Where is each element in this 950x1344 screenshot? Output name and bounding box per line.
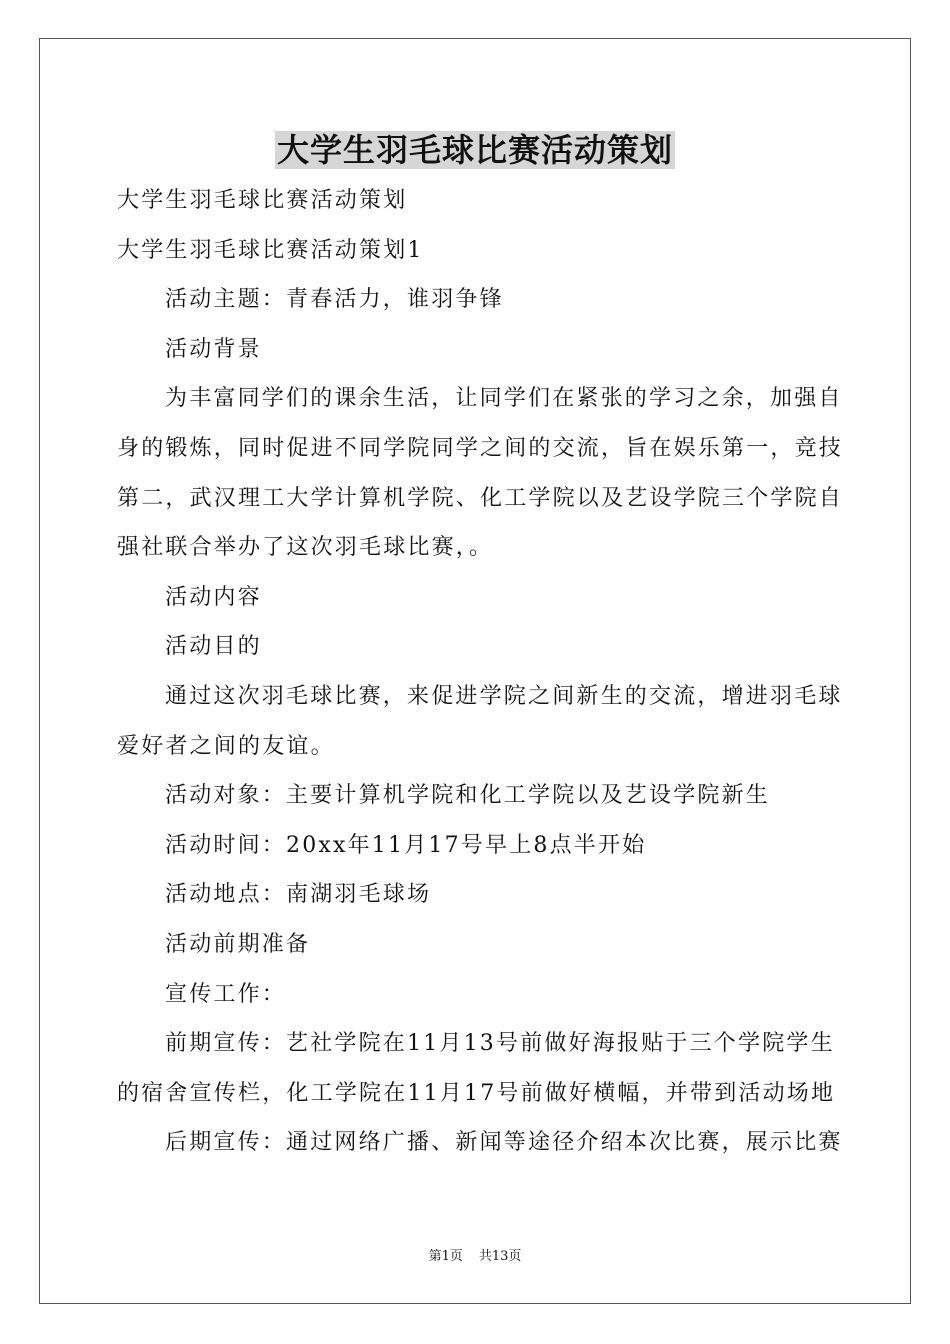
body-line: 活动背景: [165, 336, 262, 362]
body-line: 为丰富同学们的课余生活，让同学们在紧张的学习之余，加强自: [165, 386, 843, 412]
body-line: 后期宣传：通过网络广播、新闻等途径介绍本次比赛，展示比赛: [165, 1130, 843, 1156]
body-line: 大学生羽毛球比赛活动策划1: [117, 237, 424, 263]
page-footer: [0, 1247, 950, 1267]
body-line: 前期宣传：艺社学院在11月13号前做好海报贴于三个学院学生: [165, 1031, 835, 1057]
document-title-text: 大学生羽毛球比赛活动策划: [276, 131, 673, 169]
body-line: 活动主题：青春活力，谁羽争锋: [165, 287, 504, 313]
body-line: 爱好者之间的友谊。: [117, 733, 335, 759]
body-line: 的宿舍宣传栏，化工学院在11月17号前做好横幅，并带到活动场地: [117, 1080, 836, 1106]
body-line: 活动前期准备: [165, 931, 311, 957]
body-line: 身的锻炼，同时促进不同学院同学之间的交流，旨在娱乐第一，竞技: [117, 435, 844, 461]
body-line: 活动对象：主要计算机学院和化工学院以及艺设学院新生: [165, 783, 771, 809]
body-line: 活动目的: [165, 634, 262, 660]
body-line: 宣传工作：: [165, 981, 287, 1007]
page-total: 共13页: [478, 1249, 522, 1264]
body-line: 第二，武汉理工大学计算机学院、化工学院以及艺设学院三个学院自: [117, 485, 844, 511]
body-line: 活动时间：20xx年11月17号早上8点半开始: [165, 832, 647, 858]
document-title: [0, 126, 950, 174]
body-line: 强社联合举办了这次羽毛球比赛，。: [117, 535, 494, 561]
body-line: 活动地点：南湖羽毛球场: [165, 882, 432, 908]
body-line: 活动内容: [165, 584, 262, 610]
page-number: 第1页: [428, 1249, 463, 1264]
body-line: 通过这次羽毛球比赛，来促进学院之间新生的交流，增进羽毛球: [165, 683, 843, 709]
body-line: 大学生羽毛球比赛活动策划: [117, 188, 408, 213]
document-body: [117, 176, 844, 1168]
